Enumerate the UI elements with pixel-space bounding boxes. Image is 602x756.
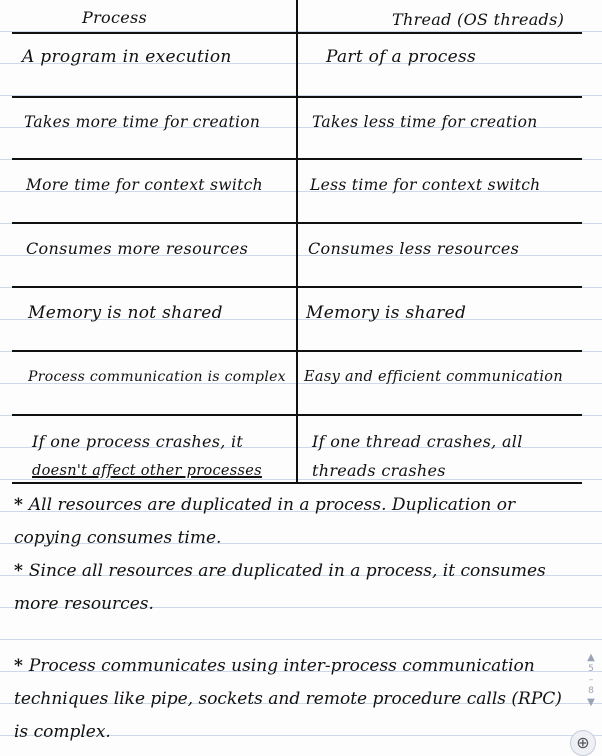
- table-cell-thread: Part of a process: [326, 47, 477, 67]
- table-cell-thread: Easy and efficient communication: [304, 369, 563, 385]
- table-cell-thread: Memory is shared: [306, 303, 467, 323]
- table-cell-thread: Takes less time for creation: [312, 113, 538, 131]
- scroll-up-icon[interactable]: ▲: [587, 652, 595, 663]
- note-item: * Since all resources are duplicated in a process, it consumes more resources.: [14, 561, 546, 614]
- table-cell-process-line1: If one process crashes, it: [32, 432, 244, 451]
- table-rule: [12, 32, 582, 34]
- table-cell-process: More time for context switch: [26, 176, 263, 194]
- zoom-in-icon[interactable]: ⊕: [570, 730, 596, 756]
- bullet-icon: *: [14, 561, 23, 581]
- table-cell-process: A program in execution: [22, 47, 232, 67]
- table-rule: [12, 96, 582, 98]
- table-header-process: Process: [82, 8, 147, 27]
- table-cell-process-line2: doesn't affect other processes: [32, 463, 262, 479]
- table-header-thread: Thread (OS threads): [392, 10, 565, 29]
- page-scroller[interactable]: [583, 652, 599, 732]
- table-rule: [12, 414, 582, 416]
- table-rule: [12, 222, 582, 224]
- table-cell-process: Takes more time for creation: [24, 113, 261, 131]
- scroll-down-icon[interactable]: ▼: [587, 697, 595, 708]
- page-total: 8: [588, 686, 594, 696]
- table-cell-thread-line1: If one thread crashes, all: [312, 432, 523, 451]
- table-rule: [12, 350, 582, 352]
- note-item: * Process communicates using inter-process communication techniques like pipe, sockets and remote procedure calls (RPC) is complex.: [14, 656, 562, 742]
- table-cell-thread-line2: threads crashes: [312, 461, 446, 480]
- table-cell-thread: Consumes less resources: [308, 239, 520, 258]
- table-column-divider: [296, 0, 298, 482]
- table-cell-process: Process communication is complex: [28, 369, 286, 385]
- table-rule: [12, 158, 582, 160]
- page-separator: –: [588, 675, 594, 685]
- page-current: 5: [588, 664, 594, 674]
- bullet-icon: *: [14, 495, 23, 515]
- table-cell-thread: Less time for context switch: [310, 176, 541, 194]
- table-cell-process: Consumes more resources: [26, 239, 249, 258]
- table-rule: [12, 482, 582, 484]
- bullet-icon: *: [14, 656, 23, 676]
- note-item: * All resources are duplicated in a process. Duplication or copying consumes time.: [14, 495, 516, 548]
- table-rule: [12, 286, 582, 288]
- table-cell-process: Memory is not shared: [28, 303, 223, 323]
